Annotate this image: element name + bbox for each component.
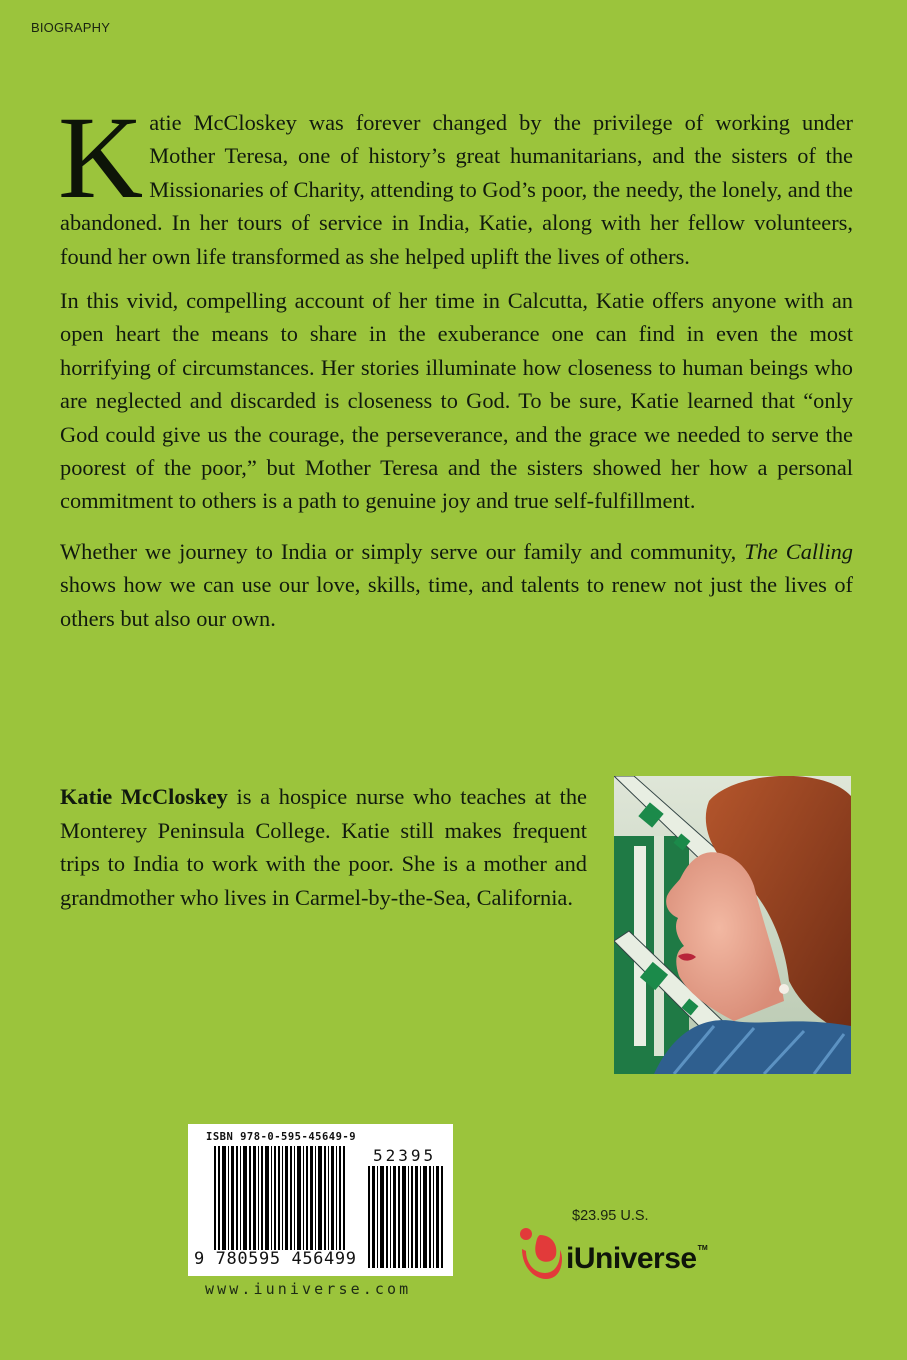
blurb-paragraph-1 <box>58 92 853 273</box>
retail-price: $23.95 U.S. <box>572 1208 649 1224</box>
addon-barcode-bars <box>368 1166 446 1268</box>
isbn-barcode <box>188 1124 453 1276</box>
drop-cap: K <box>58 92 144 223</box>
author-portrait-image <box>614 776 851 1074</box>
isbn-label: ISBN 978-0-595-45649-9 <box>206 1131 357 1143</box>
blurb-paragraph-2: In this vivid, compelling account of her time in Calcutta, Katie offers anyone with an open heart the means to share in the exuberance one can find in even the most horrifying of circumstances. Her stories illuminate how closeness to human beings who are neglected and discarded is closeness to God. To be sure, Katie learned that “only God could give us the courage, the perseverance, and the grace we needed to serve the poorest of the poor,” but Mother Teresa and the sisters showed her how a personal commitment to others is a path to genuine joy and true self-fulfillment. <box>60 288 853 514</box>
book-title: The Calling <box>744 538 853 564</box>
genre-label: BIOGRAPHY <box>31 20 111 35</box>
blurb-paragraph-3-tail: shows how we can use our love, skills, time, and talents to renew not just the lives of others but also our own. <box>60 572 853 631</box>
author-photo <box>614 776 851 1074</box>
trademark-symbol: TM <box>697 1245 708 1252</box>
blurb-paragraph-3-lead: Whether we journey to India or simply serve our family and community, <box>60 538 745 564</box>
ean-digits: 9 780595 456499 <box>194 1249 357 1269</box>
publisher-name: iUniverse <box>566 1242 697 1275</box>
author-bio-text: is a hospice nurse who teaches at the Monterey Peninsula College. Katie still makes frequent trips to India to work with the poor. She is a mother and grandmother who lives in Carmel-by-the-Sea, California. <box>60 784 587 910</box>
blurb-paragraph-3 <box>60 535 853 635</box>
ean13-barcode-bars <box>200 1146 350 1266</box>
price-code: 52395 <box>373 1146 437 1165</box>
author-name: Katie McCloskey <box>60 784 228 809</box>
back-cover-blurb <box>58 92 853 646</box>
author-bio <box>60 780 587 914</box>
publisher-logo <box>518 1225 708 1283</box>
publisher-website: www.iuniverse.com <box>205 1280 412 1298</box>
blurb-paragraph-1-text: atie McCloskey was forever changed by the privilege of working under Mother Teresa, one of history’s great humanitarians, and the sisters of the Missionaries of Charity, attending to God’s poor, the needy, the lonely, and the abandoned. In her tours of service in India, Katie, along with her fellow volunteers, found her own life transformed as she helped uplift the lives of others. <box>60 110 853 269</box>
iuniverse-logo-icon <box>518 1225 564 1283</box>
